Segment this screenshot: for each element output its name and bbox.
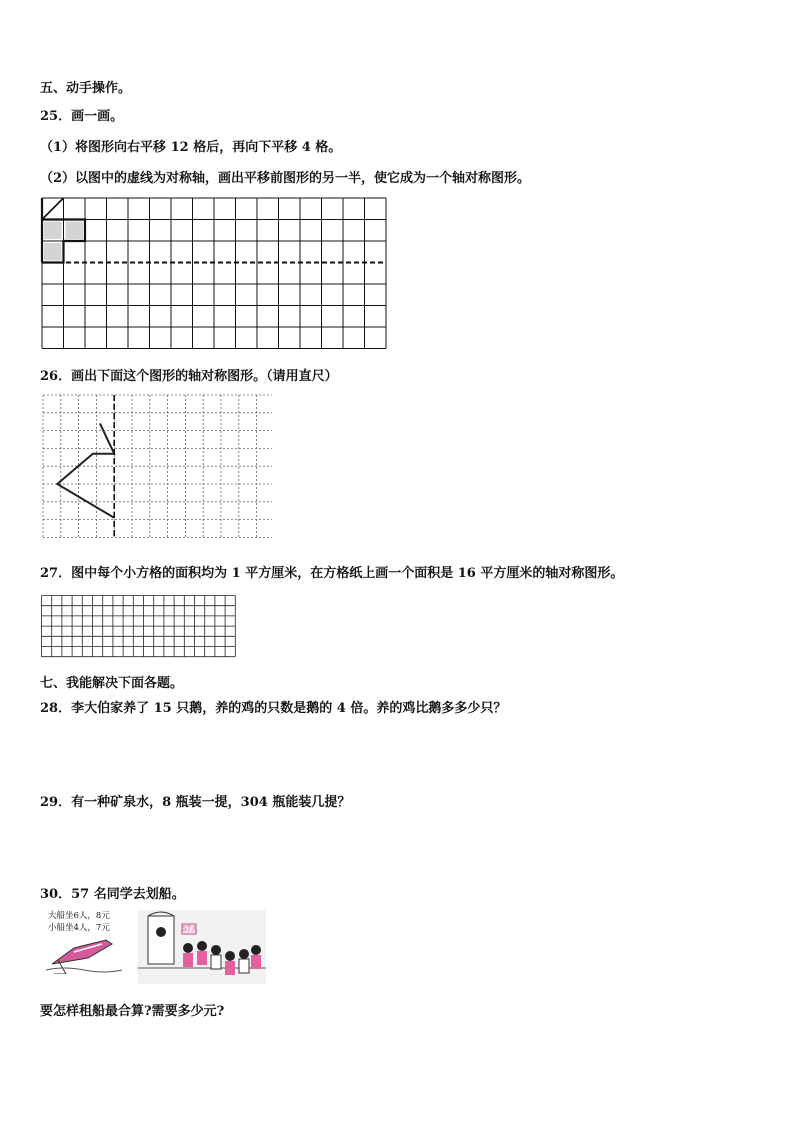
q25-sub1: （1）将图形向右平移 12 格后，再向下平移 4 格。 [40,140,342,155]
section-5-heading: 五、动手操作。 [40,81,132,96]
q27-title: 27．图中每个小方格的面积均为 1 平方厘米，在方格纸上画一个面积是 16 平方厘米的轴对称图形。 [40,566,624,581]
q25-title: 25．画一画。 [40,109,124,124]
shape-diagonal [42,198,64,220]
big-boat-price: 大船坐6人，8元 [48,911,110,921]
q27-grid [40,594,236,658]
students-queue-illustration [138,910,266,984]
queue-sign: 57人 [182,925,198,933]
q28-title: 28．李大伯家养了 15 只鹅，养的鸡的只数是鹅的 4 倍。养的鸡比鹅多多少只？ [40,701,507,716]
half-figure [57,423,114,517]
q26-grid [40,392,272,546]
shaded-square [66,222,84,240]
q26-title: 26．画出下面这个图形的轴对称图形。（请用直尺） [40,369,338,384]
q25-sub2: （2）以图中的虚线为对称轴，画出平移前图形的另一半，使它成为一个轴对称图形。 [40,171,531,186]
section-7-heading: 七、我能解决下面各题。 [40,676,184,691]
q29-title: 29．有一种矿泉水，8 瓶装一提，304 瓶能装几提？ [40,795,351,810]
small-boat-price: 小船坐4人，7元 [48,923,110,933]
q25-grid [40,196,392,352]
students-icon [138,910,266,984]
shaded-square [44,222,62,240]
shaded-square [44,243,62,261]
boat-icon [44,934,124,974]
q30-title: 30．57 名同学去划船。 [40,887,185,902]
boat-price-illustration [44,908,124,974]
q30-question: 要怎样租船最合算?需要多少元? [40,1004,225,1019]
